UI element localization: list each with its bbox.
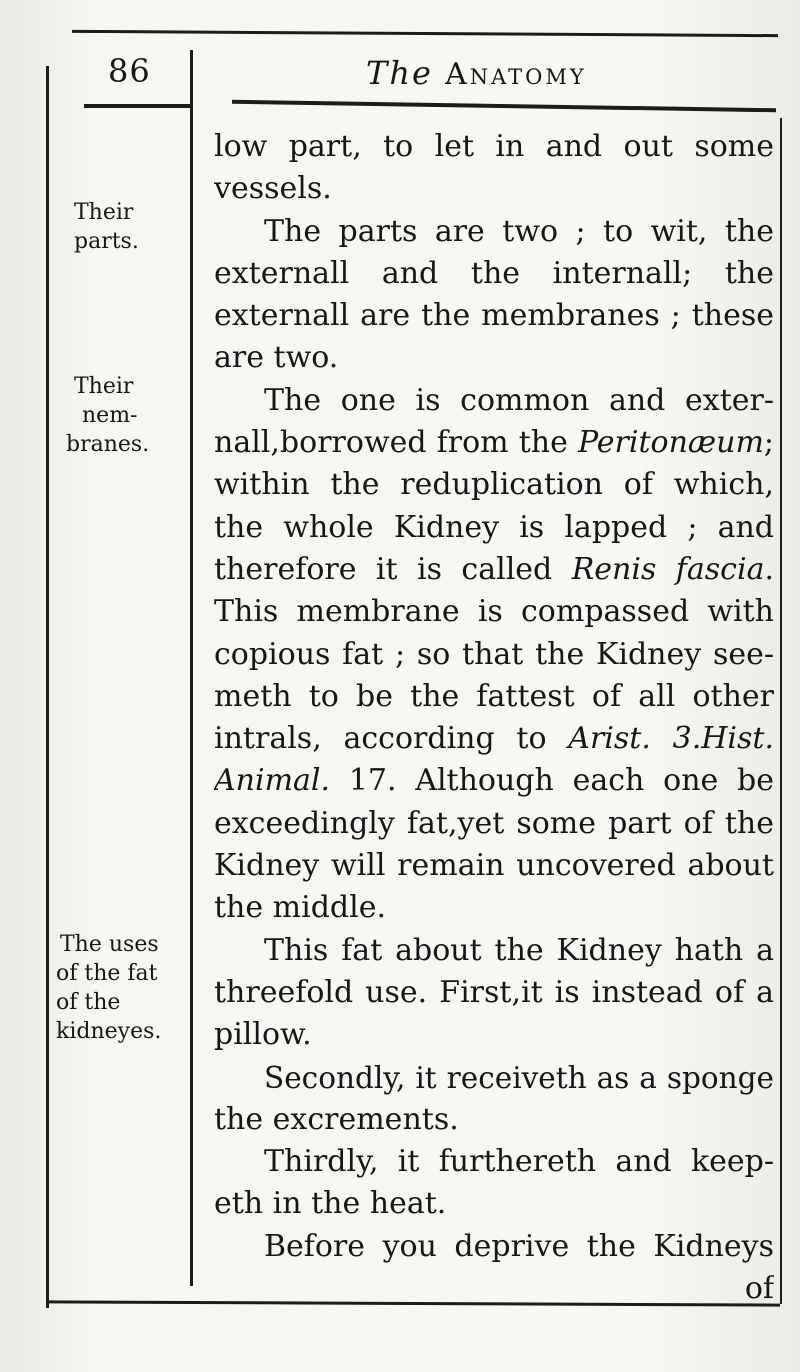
text-line: vessels. <box>214 171 332 207</box>
text-line: therefore it is called Renis fascia. <box>214 551 774 587</box>
text-line: the excrements. <box>214 1101 459 1137</box>
margin-note-parts <box>74 198 200 256</box>
left-outer-rule <box>46 66 49 1308</box>
text-line: externall and the internall; the <box>214 255 774 291</box>
text-line: Thirdly, it furthereth and keep- <box>264 1144 774 1180</box>
text-line: the middle. <box>214 890 387 926</box>
text-line: The parts are two ; to wit, the <box>264 213 774 249</box>
margin-note-line: parts. <box>74 229 139 254</box>
margin-note-line: branes. <box>66 432 150 457</box>
catchword: of <box>744 1271 774 1307</box>
text-line: low part, to let in and out some <box>214 129 774 164</box>
text-line: Kidney will remain uncovered about <box>214 848 774 884</box>
text-line: meth to be the fattest of all other <box>214 678 774 714</box>
running-head-title: Anatomy <box>445 57 587 92</box>
text-line: copious fat ; so that the Kidney see- <box>214 636 774 672</box>
text-line: eth in the heat. <box>214 1186 447 1222</box>
margin-note-line: of the <box>56 990 121 1015</box>
margin-note-line: of the fat <box>56 961 158 986</box>
text-line: Secondly, it receiveth as a sponge <box>264 1060 774 1095</box>
margin-note-line: kidneyes. <box>56 1019 162 1044</box>
text-line: intrals, according to Arist. 3.Hist. <box>214 721 774 757</box>
text-line: within the reduplication of which, <box>214 467 774 503</box>
margin-note-line: Their <box>74 200 134 225</box>
header-underline-right <box>232 100 776 113</box>
text-line: This fat about the Kidney hath a <box>264 932 774 968</box>
margin-note-line: Their <box>74 374 134 399</box>
header-underline-left <box>84 104 190 108</box>
top-border-rule <box>72 30 778 37</box>
text-line: The one is common and exter- <box>264 382 774 418</box>
running-head-the: The <box>366 54 433 92</box>
body-text <box>214 126 774 1310</box>
margin-note-uses-of-fat <box>56 930 182 1046</box>
right-outer-rule <box>780 118 782 1304</box>
text-line: nall,borrowed from the Peritonæum; <box>214 425 774 461</box>
text-line: threefold use. First,it is instead of a <box>214 974 774 1010</box>
text-line: This membrane is compassed with <box>214 594 774 630</box>
page-number: 86 <box>108 52 151 90</box>
running-head <box>366 54 587 92</box>
margin-note-line: The uses <box>60 932 159 957</box>
margin-note-line: nem- <box>82 403 138 428</box>
text-line: externall are the membranes ; these <box>214 298 774 334</box>
text-line: Animal. 17. Although each one be <box>214 763 774 799</box>
text-line: Before you deprive the Kidneys <box>264 1228 774 1264</box>
text-line: are two. <box>214 340 339 376</box>
text-line: the whole Kidney is lapped ; and <box>214 509 774 545</box>
text-line: exceedingly fat,yet some part of the <box>214 805 774 841</box>
margin-note-membranes <box>66 372 200 459</box>
text-line: pillow. <box>214 1017 312 1053</box>
